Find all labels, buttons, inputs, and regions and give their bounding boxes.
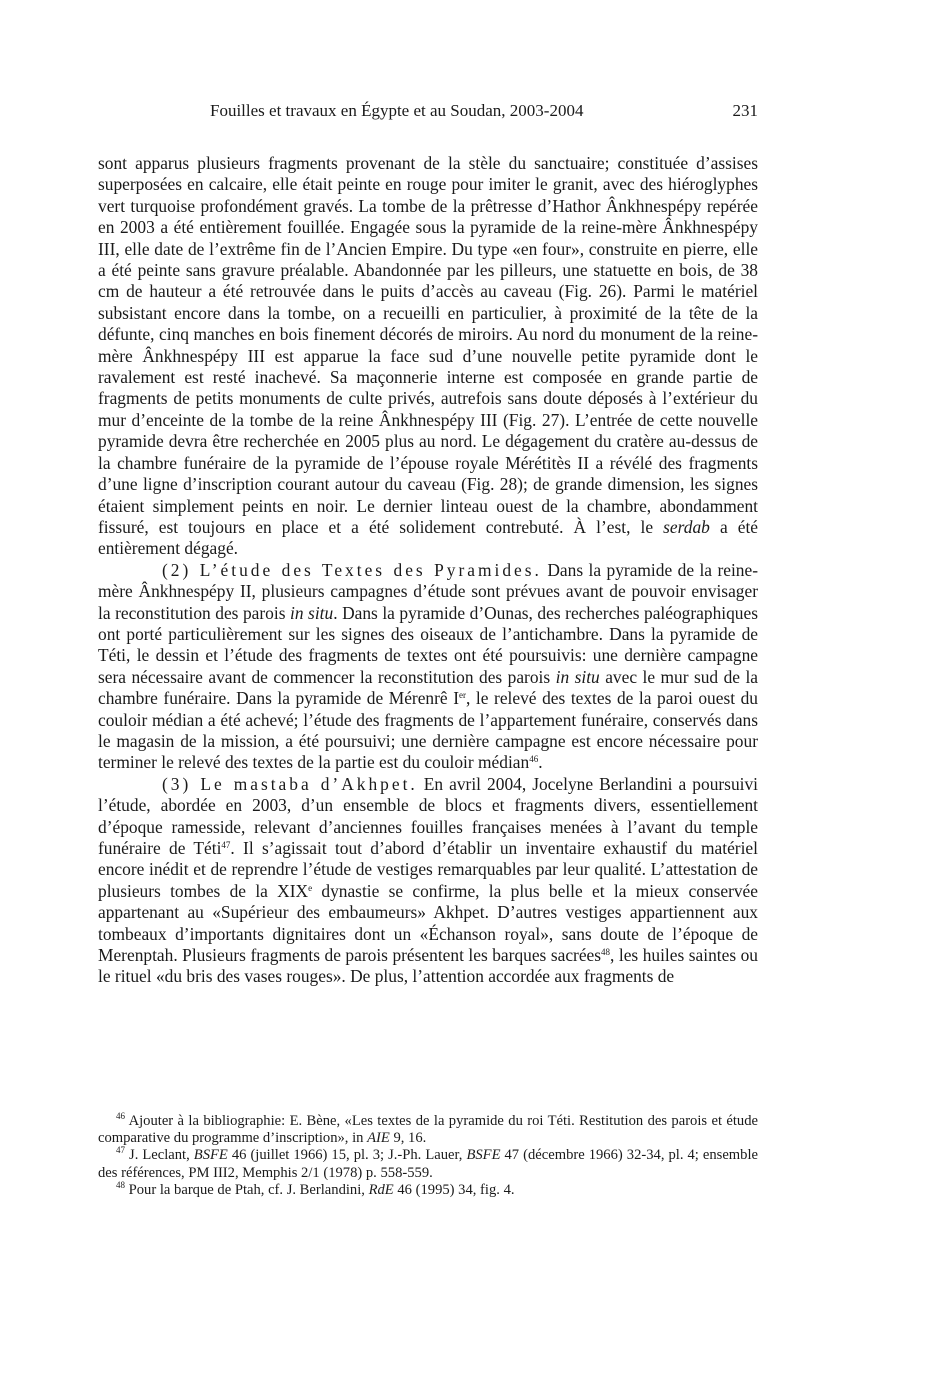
- paragraph-text: dynastie se confirme, la plus belle et la mieux conservée appartenant au «Supérieur des embaumeurs» Akhpet. D’autres vestiges appartiennent aux tombeaux d’importants dignitaires dont un «Échanson royal», sans doute de l’époque de Merenptah. Plusieurs fragments de parois présentent les barques sacrées: [98, 880, 758, 966]
- footnotes: [98, 1113, 758, 1199]
- italic-term: RdE: [368, 1181, 394, 1198]
- footnote-text: 9, 16.: [389, 1130, 427, 1147]
- footnote-text: Ajouter à la bibliographie: E. Bène, «Les textes de la pyramide du roi Téti. Restitution des parois et étude comparative du programme d’inscription», in: [98, 1113, 758, 1147]
- paragraph-2: [98, 560, 758, 774]
- footnote-number: 46: [116, 1111, 125, 1121]
- paragraph-text: .: [538, 752, 543, 773]
- paragraph-text: avec le mur sud de la chambre funéraire. Dans la pyramide de Mérenrê I: [98, 666, 759, 709]
- footnote-ref[interactable]: 47: [221, 840, 231, 850]
- paragraph-text: , les huiles saintes ou le rituel «du bris des vases rouges». De plus, l’attention accordée aux fragments de: [98, 945, 758, 987]
- paragraph-text: sont apparus plusieurs fragments provenant de la stèle du sanctuaire; constituée d’assises superposées en calcaire, elle était peinte en rouge pour imiter le granit, avec des hiéroglyphes vert turquoise profondément gravés. La tombe de la prêtresse d’Hathor Ânkhnespépy repérée en 2003 a été entièrement fouillée. Engagée sous la pyramide de la reine-mère Ânkhnespépy III, elle date de l’extrême fin de l’Ancien Empire. Du type «en four», construite en pierre, elle a été peinte sans gravure préalable. Abandonnée par les pilleurs, une statuette en bois, de 38 cm de hauteur a été retrouvée dans le puits d’accès au caveau (Fig. 26). Parmi le matériel subsistant encore dans la tombe, on a recueilli en particulier, à proximité de la tête de la défunte, cinq manches en bois finement décorés de miroirs. Au nord du monument de la reine-mère Ânkhnespépy III est apparue la face sud d’une nouvelle petite pyramide dont le ravalement est resté inachevé. Sa maçonnerie interne est composée en grande partie de fragments de petits monuments de culte privés, autrefois sans doute déposés à l’extérieur du mur d’enceinte de la tombe de la reine Ânkhnespépy III (Fig. 27). L’entrée de cette nouvelle pyramide devra être recherchée en 2005 plus au nord. Le dégagement du cratère au-dessus de la chambre funéraire de la pyramide de l’épouse royale Mérétitès II a révélé des fragments d’une ligne d’inscription courant autour du caveau (Fig. 28); de grande dimension, les signes étaient simplement peints en noir. Le dernier linteau ouest de la chambre, abondamment fissuré, est toujours en place et a été solidement contrebuté. À l’est, le: [98, 153, 758, 537]
- paragraph-text: En avril 2004, Jocelyne Berlandini a poursuivi l’étude, abordée en 2003, d’un ensemble de blocs et fragments divers, essentiellement d’époque ramesside, relevant d’anciennes fouilles françaises menées à l’avant du temple funéraire de Téti: [98, 773, 759, 858]
- italic-term: in situ: [290, 602, 334, 623]
- paragraph-text: , le relevé des textes de la paroi ouest du couloir médian a été achevé; l’étude des fragments de l’appartement funéraire, conservés dans le magasin de la mission, a été poursuivi; une dernière campagne est encore nécessaire pour terminer le relevé des textes de la partie est du couloir médian: [98, 688, 759, 773]
- superscript: er: [459, 690, 466, 701]
- section-lead: (2) L’étude des Textes des Pyramides.: [162, 559, 542, 580]
- paragraph-text: a été entièrement dégagé.: [98, 516, 759, 559]
- footnote-text: 46 (1995) 34, fig. 4.: [393, 1181, 515, 1198]
- footnote-number: 48: [116, 1179, 125, 1190]
- section-lead: (3) Le mastaba d’Akhpet.: [162, 773, 418, 794]
- paragraph-text: Dans la pyramide de la reine-mère Ânkhnespépy II, plusieurs campagnes d’étude sont prévues avant de pouvoir envisager la reconstitution des parois: [98, 559, 759, 623]
- running-title: Fouilles et travaux en Égypte et au Soudan, 2003-2004: [210, 101, 584, 120]
- italic-term: in situ: [555, 666, 600, 687]
- footnote-48: [98, 1179, 758, 1199]
- running-header: [98, 101, 758, 127]
- footnote-text: Pour la barque de Ptah, cf. J. Berlandini,: [125, 1181, 369, 1198]
- superscript: e: [308, 882, 313, 893]
- italic-term: serdab: [663, 516, 710, 537]
- main-text: [98, 153, 758, 988]
- footnote-text: J. Leclant,: [125, 1147, 194, 1164]
- footnote-number: 47: [116, 1145, 125, 1156]
- italic-term: AIE: [367, 1130, 390, 1147]
- paragraph-text: . Il s’agissait tout d’abord d’établir un inventaire exhaustif du matériel encore inédit et de reprendre l’étude de vestiges remarquables par leur qualité. L’attestation de plusieurs tombes de la XIX: [98, 838, 758, 901]
- footnote-47: [98, 1147, 758, 1181]
- paragraph-3: [98, 774, 758, 988]
- footnote-ref[interactable]: 46: [529, 754, 539, 765]
- footnote-text: 47 (décembre 1966) 32-34, pl. 4; ensemble des références, PM III2, Memphis 2/1 (1978) p. 558-559.: [98, 1147, 758, 1181]
- footnote-46: [98, 1113, 758, 1147]
- footnote-ref[interactable]: 48: [601, 947, 611, 958]
- italic-term: BSFE: [193, 1147, 228, 1164]
- footnote-text: 46 (juillet 1966) 15, pl. 3; J.-Ph. Lauer,: [227, 1147, 467, 1164]
- italic-term: BSFE: [466, 1147, 501, 1164]
- page-number: 231: [732, 101, 758, 120]
- paragraph-1: [98, 153, 758, 560]
- paragraph-text: . Dans la pyramide d’Ounas, des recherches paléographiques ont porté particulièrement sur les signes des oiseaux de l’antichambre. Dans la pyramide de Téti, le dessin et l’étude des fragments de textes ont été poursuivis: une dernière campagne sera nécessaire avant de commencer la reconstitution des parois: [98, 602, 758, 687]
